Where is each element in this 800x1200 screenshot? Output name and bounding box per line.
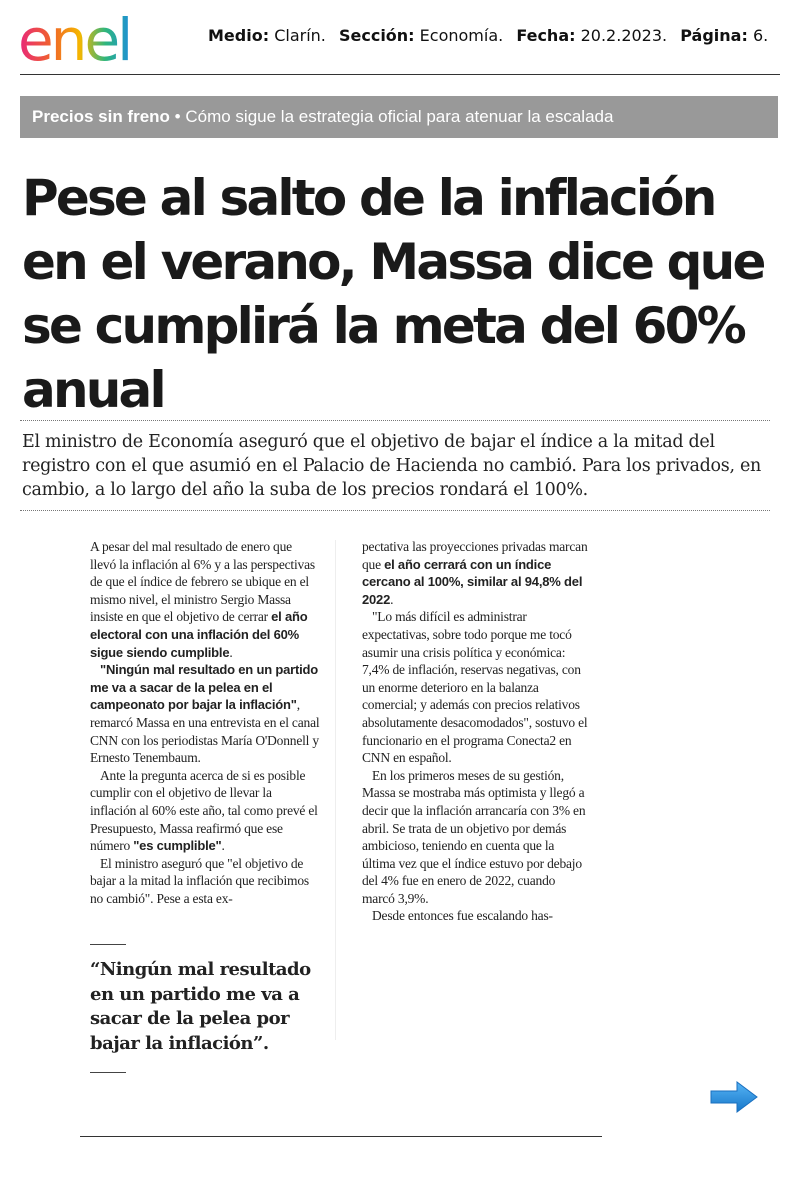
section-subtitle: Cómo sigue la estrategia oficial para atenuar la escalada [185,107,614,126]
arrow-right-icon[interactable] [709,1080,759,1114]
svg-text:enel: enel [18,14,131,70]
pagina-value: 6. [752,26,769,45]
pull-quote: “Ningún mal resultado en un partido me va a sacar de la pelea por bajar la inflación”. [90,959,311,1054]
pagina-label: Página: [680,26,748,45]
seccion-label: Sección: [338,26,415,45]
section-name: Precios sin freno [32,107,170,126]
medio-value: Clarín. [274,26,326,45]
paragraph: A pesar del mal resultado de enero que llevó la inflación al 6% y a las perspectivas de que el índice de febrero se ubique en el mismo nivel, el ministro Sergio Massa insiste en que el objetivo de cerrar el año electoral con una inflación del 60% sigue siendo cumplible. [90,539,315,660]
paragraph: En los primeros meses de su gestión, Massa se mostraba más optimista y llegó a decir que la inflación arrancaría con 3% en abril. Se trata de un objetivo por demás ambicioso, teniendo en cuenta que la última vez que el índice estuvo por debajo del 4% fue en enero de 2022, cuando marcó 3,9%. [362,767,586,906]
body-column-1 [90,538,320,907]
paragraph: "Lo más difícil es administrar expectativas, sobre todo porque me tocó asumir una crisis política y económica: 7,4% de inflación, reservas negativas, con un enorme deterioro en la balanza comercial; y además con precios relativos absolutamente desacomodados", sostuvo el funcionario en el programa Conecta2 en CNN en español. [362,609,588,766]
lead-bottom-divider [20,510,770,511]
lead-top-divider [20,420,770,421]
body-column-2 [362,538,590,925]
pull-quote-rule-top [90,944,126,945]
paragraph: pectativa las proyecciones privadas marcan que el año cerrará con un índice cercano al 100%, similar al 94,8% del 2022. [362,539,588,607]
band-separator: • [174,107,181,126]
paragraph: Ante la pregunta acerca de si es posible cumplir con el objetivo de llevar la inflación al 60% este año, tal como prevé el Presupuesto, Massa reafirmó que ese número "es cumplible". [90,767,318,854]
enel-logo [18,14,170,70]
footer-divider [80,1136,602,1137]
paragraph: Desde entonces fue escalando has- [372,908,553,924]
column-divider [335,540,336,1040]
paragraph: El ministro aseguró que "el objetivo de bajar a la mitad la inflación que recibimos no cambió". Pese a esta ex- [90,855,309,906]
fecha-value: 20.2.2023. [580,26,668,45]
header-divider [20,74,780,75]
pull-quote-rule-bottom [90,1072,126,1073]
publication-meta [208,26,768,45]
article-lead: El ministro de Economía aseguró que el objetivo de bajar el índice a la mitad del registro con el que asumió en el Palacio de Hacienda no cambió. Para los privados, en cambio, a lo largo del año la suba de los precios rondará el 100%. [22,432,762,500]
medio-label: Medio: [208,26,270,45]
section-band [20,96,778,138]
article-headline: Pese al salto de la inflación en el verano, Massa dice que se cumplirá la meta del 60% anual [22,169,764,419]
seccion-value: Economía. [419,26,504,45]
paragraph: "Ningún mal resultado en un partido me va a sacar de la pelea en el campeonato por bajar la inflación", remarcó Massa en una entrevista en el canal CNN con los periodistas María O'Donnell y Ernesto Tenembaum. [90,662,320,766]
fecha-label: Fecha: [516,26,576,45]
